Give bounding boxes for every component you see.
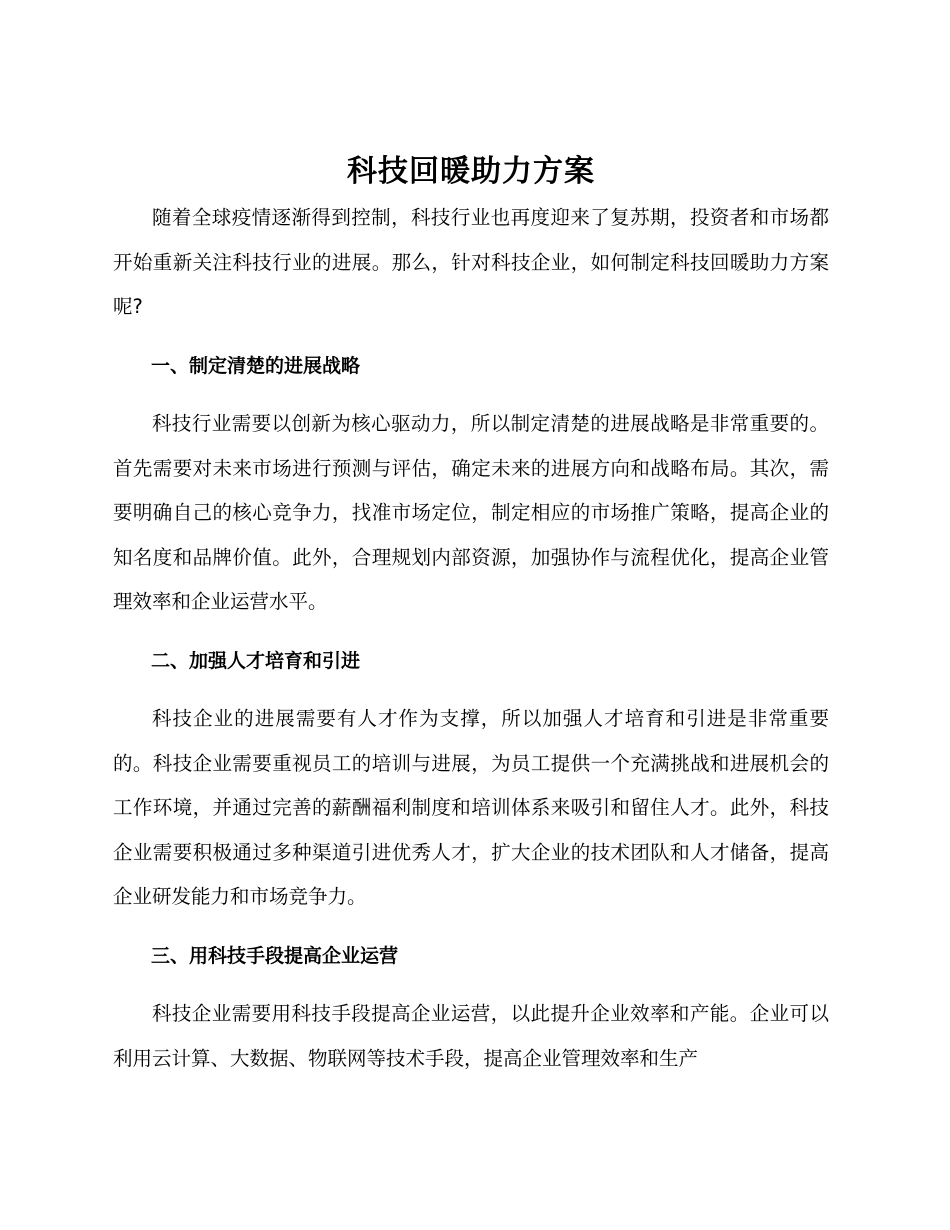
intro-paragraph: 随着全球疫情逐渐得到控制，科技行业也再度迎来了复苏期，投资者和市场都开始重新关注科技行业的进展。那么，针对科技企业，如何制定科技回暖助力方案呢? [113, 206, 829, 318]
section-heading-strategy: 一、制定清楚的进展战略 [151, 354, 361, 377]
document-title: 科技回暖助力方案 [347, 154, 595, 189]
section-body-talent: 科技企业的进展需要有人才作为支撑，所以加强人才培育和引进是非常重要的。科技企业需要重视员工的培训与进展，为员工提供一个充满挑战和进展机会的工作环境，并通过完善的薪酬福利制度和培训体系来吸引和留住人才。此外，科技企业需要积极通过多种渠道引进优秀人才，扩大企业的技术团队和人才储备，提高企业研发能力和市场竞争力。 [113, 707, 829, 908]
section-body-strategy: 科技行业需要以创新为核心驱动力，所以制定清楚的进展战略是非常重要的。首先需要对未来市场进行预测与评估，确定未来的进展方向和战略布局。其次，需要明确自己的核心竞争力，找准市场定位，制定相应的市场推广策略，提高企业的知名度和品牌价值。此外，合理规划内部资源，加强协作与流程优化，提高企业管理效率和企业运营水平。 [113, 412, 829, 613]
section-body-technology: 科技企业需要用科技手段提高企业运营，以此提升企业效率和产能。企业可以利用云计算、大数据、物联网等技术手段，提高企业管理效率和生产 [113, 1002, 829, 1070]
section-heading-technology: 三、用科技手段提高企业运营 [151, 944, 399, 967]
document-page [113, 150, 829, 1081]
section-heading-talent: 二、加强人才培育和引进 [151, 649, 361, 672]
